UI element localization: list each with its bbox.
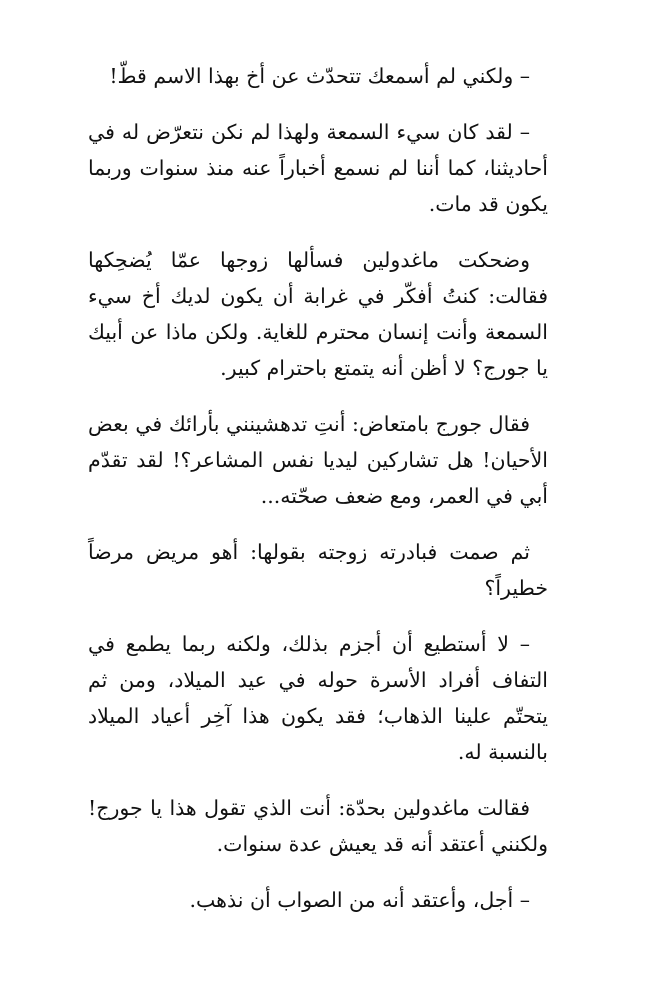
document-page [88, 58, 548, 918]
dialogue-paragraph-1: – ولكني لم أسمعك تتحدّث عن أخ بهذا الاسم قطّ! [109, 64, 530, 88]
dialogue-paragraph-2: – لقد كان سيء السمعة ولهذا لم نكن نتعرّض له في أحاديثنا، كما أننا لم نسمع أخباراً عنه منذ سنوات وربما يكون قد مات. [88, 120, 548, 216]
dialogue-paragraph-6: – لا أستطيع أن أجزم بذلك، ولكنه ربما يطمع في التفاف أفراد الأسرة حوله في عيد الميلاد، ومن ثم يتحتّم علينا الذهاب؛ فقد يكون هذا آخِر أعياد الميلاد بالنسبة له. [88, 632, 548, 764]
narrative-paragraph-3: وضحكت ماغدولين فسألها زوجها عمّا يُضحِكها فقالت: كنتُ أفكّر في غرابة أن يكون لديك أخ سيء السمعة وأنت إنسان محترم للغاية. ولكن ماذا عن أبيك يا جورج؟ لا أظن أنه يتمتع باحترام كبير. [88, 248, 548, 380]
narrative-paragraph-4: فقال جورج بامتعاض: أنتِ تدهشينني بأرائك في بعض الأحيان! هل تشاركين ليديا نفس المشاعر؟! لقد تقدّم أبي في العمر، ومع ضعف صحّته... [88, 412, 548, 508]
narrative-paragraph-5: ثم صمت فبادرته زوجته بقولها: أهو مريض مرضاً خطيراً؟ [88, 540, 548, 600]
dialogue-paragraph-8: – أجل، وأعتقد أنه من الصواب أن نذهب. [189, 888, 530, 912]
narrative-paragraph-7: فقالت ماغدولين بحدّة: أنت الذي تقول هذا يا جورج! ولكنني أعتقد أنه قد يعيش عدة سنوات. [88, 796, 548, 856]
